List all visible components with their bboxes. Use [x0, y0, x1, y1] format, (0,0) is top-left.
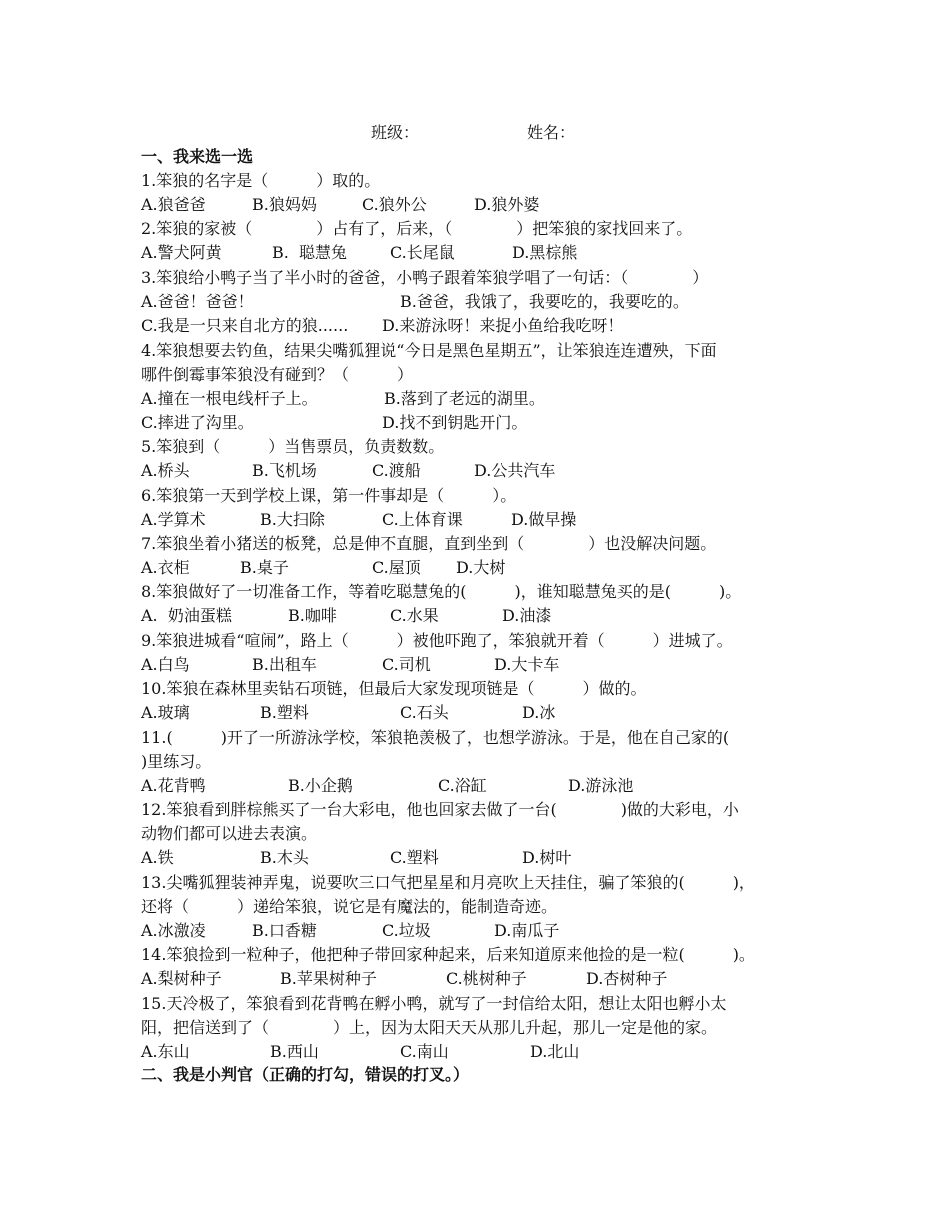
question-3-option-c: C.我是一只来自北方的狼...... — [141, 316, 349, 335]
question-2-option-d: D.黑棕熊 — [512, 243, 578, 262]
section-1-title: 一、我来选一选 — [141, 147, 254, 166]
question-11-option-b: B.小企鹅 — [288, 776, 353, 795]
question-11-option-d: D.游泳池 — [568, 776, 634, 795]
question-1-option-a: A.狼爸爸 — [141, 195, 206, 214]
question-12-stem: 12.笨狼看到胖棕熊买了一台大彩电，他也回家去做了一台( )做的大彩电，小 — [141, 800, 739, 819]
question-1-option-b: B.狼妈妈 — [252, 195, 317, 214]
question-12-option-d: D.树叶 — [522, 848, 572, 867]
question-2-stem: 2.笨狼的家被（ ）占有了，后来，（ ）把笨狼的家找回来了。 — [141, 219, 693, 238]
question-1-stem: 1.笨狼的名字是（ ）取的。 — [141, 171, 381, 190]
question-13-stem: 还将（ ）递给笨狼，说它是有魔法的，能制造奇迹。 — [141, 897, 558, 916]
question-5-option-d: D.公共汽车 — [474, 461, 556, 480]
question-5-option-c: C.渡船 — [372, 461, 421, 480]
question-14-option-b: B.苹果树种子 — [280, 969, 377, 988]
question-5-options — [141, 459, 821, 483]
question-9-option-d: D.大卡车 — [494, 655, 560, 674]
question-15-stem: 阳，把信送到了（ ）上，因为太阳天天从那儿升起，那儿一定是他的家。 — [141, 1018, 718, 1037]
question-7-option-c: C.屋顶 — [372, 558, 421, 577]
question-5-option-b: B.飞机场 — [252, 461, 317, 480]
question-13-option-c: C.垃圾 — [382, 921, 431, 940]
question-15-option-c: C.南山 — [400, 1042, 449, 1061]
question-8-stem: 8.笨狼做好了一切准备工作，等着吃聪慧兔的( )，谁知聪慧兔买的是( )。 — [141, 582, 742, 601]
question-10-stem: 10.笨狼在森林里卖钻石项链，但最后大家发现项链是（ ）做的。 — [141, 679, 647, 698]
section-2-title: 二、我是小判官（正确的打勾，错误的打叉。） — [141, 1065, 470, 1084]
question-15-stem: 15.天冷极了，笨狼看到花背鸭在孵小鸭，就写了一封信给太阳，想让太阳也孵小太 — [141, 994, 727, 1013]
question-9-option-c: C.司机 — [382, 655, 431, 674]
question-10-option-d: D.冰 — [522, 703, 556, 722]
question-9-options — [141, 653, 821, 677]
question-13-stem: 13.尖嘴狐狸装神弄鬼，说要吹三口气把星星和月亮吹上天挂住，骗了笨狼的( )， — [141, 873, 755, 892]
question-9-stem: 9.笨狼进城看“喧闹”，路上（ ）被他吓跑了，笨狼就开着（ ）进城了。 — [141, 631, 733, 650]
question-5-option-a: A.桥头 — [141, 461, 190, 480]
question-4-stem: 哪件倒霉事笨狼没有碰到？（ ） — [141, 365, 414, 384]
question-2-option-c: C.长尾鼠 — [390, 243, 455, 262]
question-3-option-b: B.爸爸，我饿了，我要吃的，我要吃的。 — [400, 292, 689, 311]
question-14-option-d: D.杏树种子 — [586, 969, 668, 988]
question-11-option-a: A.花背鸭 — [141, 776, 206, 795]
question-2-option-b: B. 聪慧兔 — [272, 243, 348, 262]
question-6-option-d: D.做早操 — [511, 510, 577, 529]
class-label: 班级： — [371, 123, 420, 142]
question-10-option-c: C.石头 — [400, 703, 449, 722]
name-label: 姓名： — [527, 123, 576, 142]
question-3-options — [141, 314, 821, 338]
question-9-option-b: B.出租车 — [252, 655, 317, 674]
question-10-option-a: A.玻璃 — [141, 703, 190, 722]
question-7-option-a: A.衣柜 — [141, 558, 190, 577]
question-7-stem: 7.笨狼坐着小猪送的板凳，总是伸不直腿，直到坐到（ ）也没解决问题。 — [141, 534, 717, 553]
question-2-option-a: A.警犬阿黄 — [141, 243, 222, 262]
question-1-options — [141, 193, 821, 217]
question-11-stem: 11.( )开了一所游泳学校，笨狼艳羡极了，也想学游泳。于是，他在自己家的( — [141, 728, 730, 747]
question-4-option-c: C.摔进了沟里。 — [141, 413, 254, 432]
question-14-option-c: C.桃树种子 — [446, 969, 527, 988]
question-13-option-d: D.南瓜子 — [494, 921, 560, 940]
question-11-options — [141, 774, 821, 798]
question-7-option-b: B.桌子 — [240, 558, 289, 577]
question-6-stem: 6.笨狼第一天到学校上课，第一件事却是（ ）。 — [141, 486, 517, 505]
question-8-option-b: B.咖啡 — [288, 606, 337, 625]
question-6-options — [141, 508, 821, 532]
question-1-option-d: D.狼外婆 — [474, 195, 540, 214]
question-14-stem: 14.笨狼捡到一粒种子，他把种子带回家种起来，后来知道原来他捡的是一粒( )。 — [141, 945, 755, 964]
question-15-option-a: A.东山 — [141, 1042, 190, 1061]
question-8-options — [141, 604, 821, 628]
question-14-option-a: A.梨树种子 — [141, 969, 222, 988]
question-12-stem: 动物们都可以进去表演。 — [141, 824, 318, 843]
question-12-option-c: C.塑料 — [390, 848, 439, 867]
question-12-options — [141, 846, 821, 870]
question-4-stem: 4.笨狼想要去钓鱼，结果尖嘴狐狸说“今日是黑色星期五”，让笨狼连连遭殃，下面 — [141, 341, 717, 360]
question-15-option-b: B.西山 — [270, 1042, 319, 1061]
question-7-option-d: D.大树 — [456, 558, 506, 577]
question-9-option-a: A.白鸟 — [141, 655, 190, 674]
question-8-option-c: C.水果 — [390, 606, 439, 625]
question-2-options — [141, 241, 821, 265]
question-14-options — [141, 967, 821, 991]
question-6-option-b: B.大扫除 — [260, 510, 325, 529]
question-11-stem: )里练习。 — [141, 752, 212, 771]
question-1-option-c: C.狼外公 — [362, 195, 427, 214]
question-4-options — [141, 411, 821, 435]
question-10-option-b: B.塑料 — [260, 703, 309, 722]
question-12-option-b: B.木头 — [260, 848, 309, 867]
question-11-option-c: C.浴缸 — [438, 776, 487, 795]
question-8-option-a: A. 奶油蛋糕 — [141, 606, 232, 625]
question-13-option-a: A.冰激凌 — [141, 921, 206, 940]
question-4-option-d: D.找不到钥匙开门。 — [382, 413, 528, 432]
question-7-options — [141, 556, 821, 580]
question-3-options — [141, 290, 821, 314]
question-13-options — [141, 919, 821, 943]
question-12-option-a: A.铁 — [141, 848, 174, 867]
question-15-options — [141, 1040, 821, 1064]
question-3-option-d: D.来游泳呀！来捉小鱼给我吃呀！ — [382, 316, 624, 335]
question-4-option-b: B.落到了老远的湖里。 — [384, 389, 545, 408]
question-4-options — [141, 387, 821, 411]
question-3-option-a: A.爸爸！爸爸！ — [141, 292, 254, 311]
question-13-option-b: B.口香糖 — [252, 921, 317, 940]
question-6-option-c: C.上体育课 — [382, 510, 463, 529]
question-3-stem: 3.笨狼给小鸭子当了半小时的爸爸，小鸭子跟着笨狼学唱了一句话：（ ） — [141, 268, 709, 287]
question-10-options — [141, 701, 821, 725]
question-5-stem: 5.笨狼到（ ）当售票员，负责数数。 — [141, 437, 445, 456]
question-6-option-a: A.学算术 — [141, 510, 206, 529]
question-15-option-d: D.北山 — [530, 1042, 580, 1061]
question-4-option-a: A.撞在一根电线杆子上。 — [141, 389, 318, 408]
question-8-option-d: D.油漆 — [502, 606, 552, 625]
